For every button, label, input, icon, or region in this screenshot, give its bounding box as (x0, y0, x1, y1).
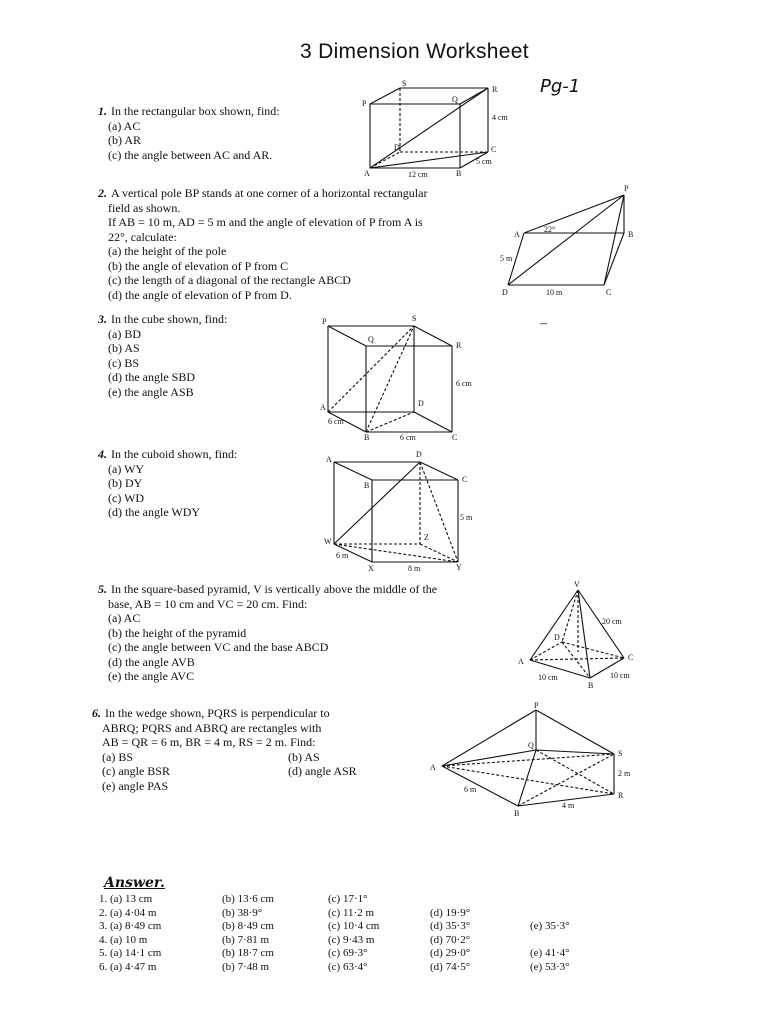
answer-cell: (d) 35·3° (430, 920, 471, 932)
question-3: 3. In the cube shown, find: (a) BD (b) AS (c) BS (d) the angle SBD (e) the angle ASB (98, 312, 228, 399)
label-B: B (364, 481, 370, 490)
answer-cell: (b) 8·49 cm (222, 920, 274, 932)
answer-cell: 2. (a) 4·04 m (99, 906, 157, 919)
label-5m: 5 m (500, 254, 513, 263)
figure-rectangular-box (360, 80, 520, 180)
label-2m: 2 m (618, 769, 631, 778)
answer-cell: (b) 38·9° (222, 906, 263, 919)
question-4: 4. In the cuboid shown, find: (a) WY (b) DY (c) WD (d) the angle WDY (98, 447, 238, 519)
label-6m: 6 m (336, 551, 349, 560)
figure-pole-field (500, 185, 640, 300)
answer-cell: 4. (a) 10 m (99, 933, 148, 946)
answer-cell: (e) 41·4° (530, 947, 570, 959)
label-W: W (324, 537, 332, 546)
label-8m: 8 m (408, 564, 421, 573)
label-A: A (430, 763, 436, 772)
question-1: 1. In the rectangular box shown, find: (a) AC (b) AR (c) the angle between AC and AR. (98, 104, 280, 162)
label-A: A (364, 169, 370, 178)
label-A: A (326, 455, 332, 464)
answer-cell: (d) 70·2° (430, 933, 471, 946)
label-R: R (618, 791, 624, 800)
answer-cell: 3. (a) 8·49 cm (99, 920, 162, 932)
label-Q: Q (452, 95, 458, 104)
answer-cell: (c) 69·3° (328, 947, 368, 959)
label-R: R (492, 85, 498, 94)
answer-cell: (e) 35·3° (530, 920, 570, 932)
label-4m: 4 m (562, 801, 575, 810)
figure-wedge (428, 702, 648, 827)
answer-cell: (c) 9·43 m (328, 933, 375, 946)
answer-cell: (e) 53·3° (530, 960, 570, 973)
answer-cell: 6. (a) 4·47 m (99, 960, 157, 973)
label-6cm-depth: 6 cm (328, 417, 344, 426)
label-A: A (514, 230, 520, 239)
label-B: B (456, 169, 462, 178)
question-5: 5. In the square-based pyramid, V is vertically above the middle of the base, AB = 10 cm and VC = 20 cm. Find: (a) AC (b) the height of the pyramid (c) the angle between VC and the base ABCD (d) the angle AVB (e) the angle AVC (98, 582, 438, 683)
label-B: B (364, 433, 370, 442)
label-10cm-right: 10 cm (610, 671, 630, 680)
answer-cell: (b) 7·48 m (222, 960, 270, 973)
label-6cm-height: 6 cm (456, 379, 472, 388)
label-D: D (394, 143, 400, 152)
label-C: C (491, 145, 497, 154)
label-B: B (514, 809, 520, 818)
label-20cm: 20 cm (602, 617, 622, 626)
label-B: B (628, 230, 634, 239)
label-B: B (588, 681, 594, 690)
question-6: 6. In the wedge shown, PQRS is perpendicular to ABRQ; PQRS and ABRQ are rectangles with AB = QR = 6 m, BR = 4 m, RS = 2 m. Find: (a) BS (b) AS (c) angle BSR (d) angle ASR (e) angle PAS (92, 706, 357, 793)
answer-cell: (b) 18·7 cm (222, 947, 274, 959)
label-D: D (418, 399, 424, 408)
label-D: D (554, 633, 560, 642)
answer-cell: 1. (a) 13 cm (99, 893, 153, 905)
question-2: 2. A vertical pole BP stands at one corner of a horizontal rectangular field as shown. If AB = 10 m, AD = 5 m and the angle of elevation of P from A is 22°, calculate: (a) the height of the pole (b) the angle of elevation of P from C (c) the length of a diagonal of the rectangle ABCD (d) the angle of elevation of P from D. (98, 186, 428, 302)
label-P: P (362, 99, 367, 108)
answer-cell: (c) 17·1° (328, 893, 368, 905)
answer-cell: (c) 63·4° (328, 960, 368, 973)
answer-cell: (c) 10·4 cm (328, 920, 380, 932)
label-P: P (534, 701, 539, 710)
answer-cell: (c) 11·2 m (328, 906, 375, 919)
answers-heading: Answer. (104, 875, 165, 891)
label-P: P (624, 184, 629, 193)
label-C: C (606, 288, 612, 297)
label-A: A (518, 657, 524, 666)
label-angle: 22° (544, 225, 556, 234)
label-C: C (452, 433, 458, 442)
label-S: S (618, 749, 623, 758)
label-C: C (628, 653, 634, 662)
figure-cuboid (318, 448, 478, 573)
label-V: V (574, 580, 580, 589)
label-4cm: 4 cm (492, 113, 508, 122)
label-D: D (502, 288, 508, 297)
label-A: A (320, 403, 326, 412)
label-10m: 10 m (546, 288, 563, 297)
label-6cm-width: 6 cm (400, 433, 416, 442)
page-title: 3 Dimension Worksheet (300, 40, 529, 63)
label-10cm-left: 10 cm (538, 673, 558, 682)
stray-mark: ‒ (540, 316, 547, 331)
answer-cell: 5. (a) 14·1 cm (99, 947, 162, 959)
label-Q: Q (368, 335, 374, 344)
label-X: X (368, 564, 374, 573)
label-Y: Y (456, 563, 462, 572)
answer-cell: (d) 29·0° (430, 947, 471, 959)
figure-cube (318, 312, 478, 442)
label-P: P (322, 317, 327, 326)
label-Z: Z (424, 533, 429, 542)
figure-pyramid (512, 580, 642, 695)
label-D: D (416, 450, 422, 459)
label-5cm: 5 cm (476, 157, 492, 166)
label-12cm: 12 cm (408, 170, 428, 179)
label-5m: 5 m (460, 513, 473, 522)
label-C: C (462, 475, 468, 484)
answer-cell: (b) 13·6 cm (222, 893, 274, 905)
answer-cell: (d) 19·9° (430, 906, 471, 919)
label-S: S (402, 79, 407, 88)
label-6m: 6 m (464, 785, 477, 794)
answer-cell: (b) 7·81 m (222, 933, 270, 946)
page-marker: Pg-1 (540, 76, 581, 97)
label-S: S (412, 314, 417, 323)
answer-cell: (d) 74·5° (430, 960, 471, 973)
label-Q: Q (528, 741, 534, 750)
label-R: R (456, 341, 462, 350)
